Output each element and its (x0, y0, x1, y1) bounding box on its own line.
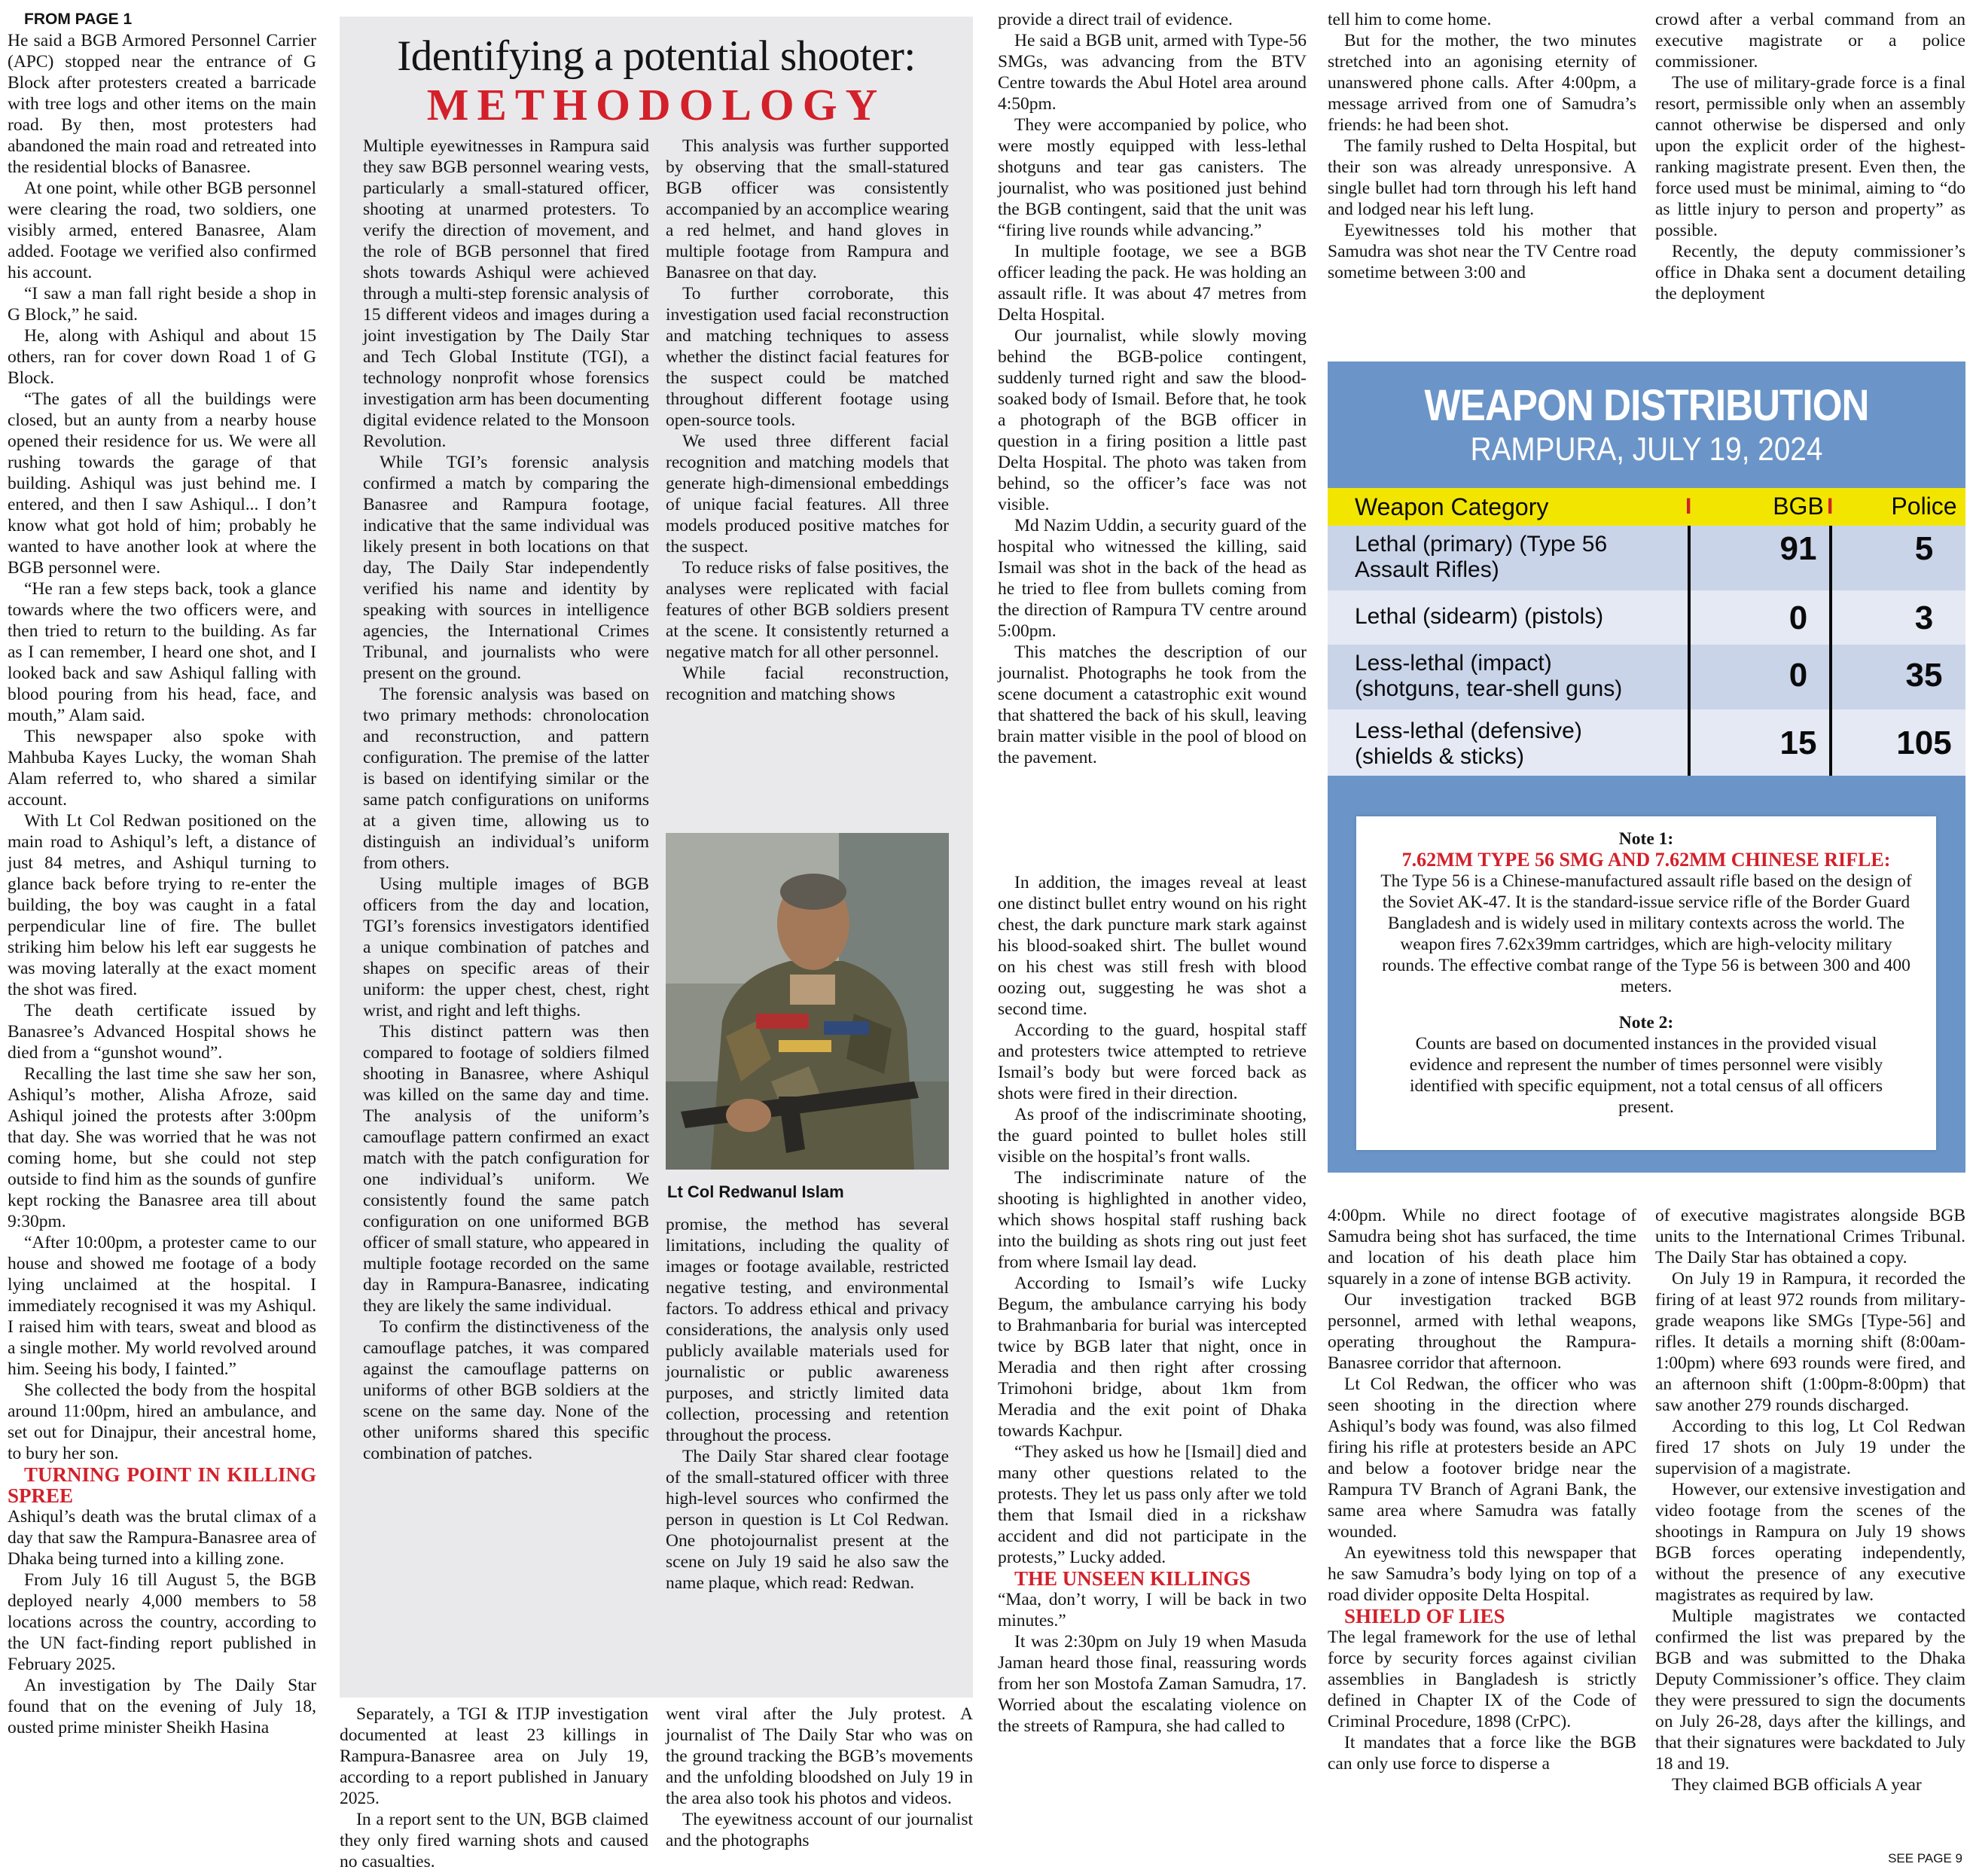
paragraph: While facial reconstruction, recognition and matching shows (666, 663, 949, 704)
paragraph: In multiple footage, we see a BGB officer leading the pack. He was holding an assault rifle. It was about 47 metres from Delta Hospital. (998, 242, 1307, 325)
paragraph: “They asked us how he [Ismail] died and many other questions related to the protests. They let us pass only after we told them that Ismail died in a rickshaw accident and did not participate in the protests,” Lucky added. (998, 1442, 1307, 1567)
notes-box (1356, 816, 1936, 1150)
paragraph: According to this log, Lt Col Redwan fired 17 shots on July 19 under the supervision of a magistrate. (1655, 1417, 1965, 1478)
paragraph: From July 16 till August 5, the BGB deployed nearly 4,000 members to 58 locations across the country, according to the UN fact-finding report published in February 2025. (8, 1570, 316, 1674)
officer-photo (666, 833, 949, 1170)
paragraph: An eyewitness told this newspaper that he saw Samudra’s body lying on top of a road divider opposite Delta Hospital. (1328, 1543, 1636, 1605)
weapon-distribution-card (1328, 361, 1965, 1173)
paragraph: As proof of the indiscriminate shooting, the guard pointed to bullet holes still visible on the hospital’s front walls. (998, 1105, 1307, 1167)
paragraph: On July 19 in Rampura, it recorded the firing of at least 972 rounds from military-grade weapons like SMGs [Type-56] and rifles. It details a morning shift (8:00am-1:00pm) where 693 rounds were fired, and an afternoon shift (1:00pm-8:00pm) that saw another 279 rounds discharged. (1655, 1269, 1965, 1415)
column-2-bottom (340, 1704, 648, 1872)
paragraph: promise, the method has several limitations, including the quality of images or footage available, restricted negative testing, and environmental factors. To address ethical and privacy considerations, the analysis only used publicly available materials used for journalistic or public awareness purposes, and strictly limited data collection, processing and retention throughout the process. (666, 1215, 949, 1445)
paragraph: It mandates that a force like the BGB can only use force to disperse a (1328, 1733, 1636, 1774)
paragraph: This distinct pattern was then compared to footage of soldiers filmed shooting in Banasree, where Ashiqul was killed on the same day and time. The analysis of the uniform’s camouflage pattern confirmed an exact match with the patch configuration for one individual’s uniform. We consistently found the same patch configuration on one uniformed BGB officer of small stature, who appeared in multiple footage recorded on the same day in Rampura-Banasree, indicating they are likely the same individual. (363, 1022, 649, 1316)
kicker: FROM PAGE 1 (24, 11, 133, 28)
paragraph: The family rushed to Delta Hospital, but their son was already unresponsive. A single bullet had torn through his left hand and lodged near his left lung. (1328, 136, 1636, 219)
methodology-right-column-cont (666, 1214, 949, 1594)
bgb-count: 0 (1789, 657, 1808, 694)
paragraph: Recently, the deputy commissioner’s office in Dhaka sent a document detailing the deployment (1655, 242, 1965, 304)
paragraph: According to Ismail’s wife Lucky Begum, the ambulance carrying his body to Brahmanbaria for burial was intercepted twice by BGB later that night, once in Meradia and then right after crossing Trimohoni bridge, about 1km from Meradia and the exit point of Dhaka towards Kachpur. (998, 1274, 1307, 1441)
weapon-card-header (1328, 361, 1965, 488)
paragraph: Ashiqul’s death was the brutal climax of a day that saw the Rampura-Banasree area of Dhaka being turned into a killing zone. (8, 1507, 316, 1569)
paragraph: In a report sent to the UN, BGB claimed they only fired warning shots and caused no casualties. (340, 1810, 648, 1871)
bgb-count: 15 (1779, 724, 1817, 761)
paragraph: This analysis was further supported by observing that the small-statured BGB officer was consistently accompanied by an accomplice wearing a red helmet, and hand gloves in multiple footage from Rampura and Banasree on that day. (666, 136, 949, 282)
weapon-row (1328, 526, 1965, 590)
paragraph: 4:00pm. While no direct footage of Samudra being shot has surfaced, the time and location of his death place him squarely in a zone of intense BGB activity. (1328, 1206, 1636, 1289)
paragraph: According to the guard, hospital staff and protesters twice attempted to retrieve Ismail’s body but were forced back as shots were fired in their direction. (998, 1020, 1307, 1103)
weapon-card-title: WEAPON DISTRIBUTION (1424, 381, 1869, 430)
column-5-bottom (1328, 1205, 1636, 1774)
paragraph: Multiple eyewitnesses in Rampura said they saw BGB personnel wearing vests, particularly a small-statured officer, shooting at unarmed protesters. To verify the direction of movement, and the role of BGB personnel that fired shots towards Ashiqul were achieved through a multi-step forensic analysis of 15 different videos and images during a joint investigation by The Daily Star and Tech Global Institute (TGI), a technology nonprofit whose forensics investigation arm has been documenting digital evidence related to the Monsoon Revolution. (363, 136, 649, 451)
subhead-unseen-killings: THE UNSEEN KILLINGS (1014, 1567, 1251, 1590)
police-count: 5 (1914, 530, 1934, 567)
header-police: Police (1891, 493, 1957, 520)
paragraph: provide a direct trail of evidence. (998, 10, 1233, 29)
column-1 (8, 9, 316, 1738)
paragraph: Our journalist, while slowly moving behind the BGB-police contingent, suddenly turned right and saw the blood-soaked body of Ismail. Before that, he took a photograph of the BGB officer in question in a firing position a little past Delta Hospital. The photo was taken from behind, so the officer’s face was not visible. (998, 326, 1307, 514)
paragraph: The forensic analysis was based on two primary methods: chronolocation and reconstruction, and pattern configuration. The premise of the latter is based on identifying similar or the same patch configurations on uniforms at a given time, allowing us to distinguish an individual’s uniform from others. (363, 685, 649, 873)
paragraph: She collected the body from the hospital around 11:00pm, hired an ambulance, and set out for Dinajpur, their ancestral home, to bury her son. (8, 1380, 316, 1463)
note-2-text: Counts are based on documented instances in the provided visual evidence and represent the number of times personnel were visibly identified with specific equipment, not a total census of all officers present. (1409, 1034, 1883, 1117)
see-page-jump: SEE PAGE 9 (1888, 1851, 1962, 1865)
paragraph: To reduce risks of false positives, the analyses were replicated with facial features of other BGB soldiers present at the scene. It consistently returned a negative match for all other personnel. (666, 558, 949, 662)
weapon-category: Lethal (sidearm) (pistols) (1355, 604, 1604, 629)
police-count: 105 (1896, 724, 1952, 761)
paragraph: They claimed BGB officials A year (1672, 1775, 1922, 1795)
paragraph: An investigation by The Daily Star found that on the evening of July 18, ousted prime minister Sheikh Hasina (8, 1676, 316, 1737)
paragraph: While TGI’s forensic analysis confirmed a match by comparing the Banasree and Rampura footage, indicative that the same individual was likely present in both locations on that day, The Daily Star independently verified his name and identity by speaking with sources in intelligence agencies, the International Crimes Tribunal, and journalists who were present on the ground. (363, 453, 649, 683)
subhead-shield-of-lies: SHIELD OF LIES (1344, 1605, 1505, 1627)
paragraph: We used three different facial recognition and matching models that generate high-dimensional embeddings of unique facial features. All three models produced positive matches for the suspect. (666, 432, 949, 557)
weapon-category: Less-lethal (impact) (shotguns, tear-shell guns) (1355, 651, 1623, 701)
paragraph: “I saw a man fall right beside a shop in G Block,” he said. (8, 284, 316, 325)
column-6-bottom (1655, 1205, 1965, 1795)
paragraph: Eyewitnesses told his mother that Samudra was shot near the TV Centre road sometime between 3:00 and (1328, 221, 1636, 282)
methodology-right-column (666, 136, 949, 705)
weapon-row (1328, 590, 1965, 645)
paragraph: crowd after a verbal command from an executive magistrate or a police commissioner. (1655, 10, 1965, 72)
paragraph: Lt Col Redwan, the officer who was seen shooting in the direction where Ashiqul’s body was found, was also filmed firing his rifle at protesters beside an APC and below a footover bridge near the Rampura TV Branch of Agrani Bank, the same area where Samudra was fatally wounded. (1328, 1374, 1636, 1542)
bgb-count: 91 (1779, 530, 1817, 567)
photo-caption: Lt Col Redwanul Islam (667, 1182, 844, 1201)
paragraph: This matches the description of our journalist. Photographs he took from the scene document a catastrophic exit wound that shattered the back of his skull, leaving brain matter visible in the pool of blood on the pavement. (998, 642, 1307, 767)
paragraph: Separately, a TGI & ITJP investigation documented at least 23 killings in Rampura-Banasree area on July 19, according to a report published in January 2025. (340, 1704, 648, 1808)
paragraph: “Maa, don’t worry, I will be back in two minutes.” (998, 1590, 1307, 1630)
weapon-category: Less-lethal (defensive) (shields & sticks) (1355, 718, 1582, 769)
weapon-row (1328, 645, 1965, 709)
paragraph: In addition, the images reveal at least one distinct bullet entry wound on his right chest, the dark puncture mark stark against his blood-soaked shirt. The bullet wound on his chest was still fresh with blood oozing out, suggesting he was shot a second time. (998, 873, 1307, 1019)
bgb-count: 0 (1789, 599, 1808, 636)
methodology-subtitle: METHODOLOGY (426, 80, 886, 130)
paragraph: The use of military-grade force is a final resort, permissible only when an assembly cannot otherwise be dispersed and only upon the explicit order of the highest-ranking magistrate present. Even then, the force used must be minimal, aiming to “do as little injury to person and property” as possible. (1655, 73, 1965, 240)
column-5-top (1328, 9, 1636, 283)
paragraph: Our investigation tracked BGB personnel, armed with lethal weapons, operating throughout the Rampura-Banasree corridor that afternoon. (1328, 1290, 1636, 1373)
paragraph: Using multiple images of BGB officers from the day and location, TGI’s forensics investigators identified a unique combination of patches and shapes on specific areas of their uniform: the upper chest, chest, right wrist, and right and left thighs. (363, 874, 649, 1020)
weapon-table-header (1328, 488, 1965, 526)
paragraph: went viral after the July protest. A journalist of The Daily Star who was on the ground tracking the BGB’s movements and the unfolding bloodshed on July 19 in the area also took his photos and videos. (666, 1704, 973, 1808)
paragraph: It was 2:30pm on July 19 when Masuda Jaman heard those final, reassuring words from her son Mostofa Zaman Samudra, 17. Worried about the escalating violence on the streets of Rampura, she had called to (998, 1632, 1307, 1736)
header-divider: I (1827, 494, 1834, 519)
column-4 (998, 9, 1307, 768)
header-divider: I (1685, 494, 1692, 519)
column-3-bottom (666, 1704, 973, 1851)
paragraph: tell him to come home. (1328, 10, 1492, 29)
paragraph: But for the mother, the two minutes stretched into an agonising eternity of unanswered phone calls. After 4:00pm, a message arrived from one of Samudra’s friends: he had been shot. (1328, 31, 1636, 135)
police-count: 35 (1905, 657, 1943, 694)
weapon-row (1328, 709, 1965, 776)
column-4-bottom (998, 872, 1307, 1737)
column-divider (1688, 526, 1691, 776)
paragraph: of executive magistrates alongside BGB units to the International Crimes Tribunal. The Daily Star has obtained a copy. (1655, 1206, 1965, 1267)
paragraph: He said a BGB Armored Personnel Carrier (APC) stopped near the entrance of G Block after protesters created a barricade with tree logs and other items on the main road. By then, most protesters had abandoned the main road and retreated into the residential blocks of Banasree. (8, 31, 316, 177)
police-count: 3 (1914, 599, 1934, 636)
paragraph: Md Nazim Uddin, a security guard of the hospital who witnessed the killing, said Ismail was shot in the back of the head as he tried to flee from bullets coming from the direction of Rampura TV centre around 5:00pm. (998, 516, 1307, 641)
paragraph: “He ran a few steps back, took a glance towards where the two officers were, and then tried to return to the building. As far as I can remember, I heard one shot, and I looked back and saw Ashiqul falling with blood pouring from his head, face, and mouth,” Alam said. (8, 579, 316, 725)
paragraph: To further corroborate, this investigation used facial reconstruction and matching techniques to assess whether the distinct facial features for the suspect could be matched throughout different footage using open-source tools. (666, 284, 949, 430)
paragraph: This newspaper also spoke with Mahbuba Kayes Lucky, the woman Shah Alam referred to, who shared a similar account. (8, 727, 316, 810)
methodology-left-column (363, 136, 649, 1464)
paragraph: The death certificate issued by Banasree’s Advanced Hospital shows he died from a “gunshot wound”. (8, 1001, 316, 1063)
note-1-title: 7.62MM TYPE 56 SMG AND 7.62MM CHINESE RIFLE: (1401, 849, 1891, 871)
paragraph: They were accompanied by police, who were mostly equipped with less-lethal shotguns and tear gas canisters. The journalist, who was positioned just behind the BGB contingent, said that the unit was “firing live rounds while advancing.” (998, 115, 1307, 240)
paragraph: “The gates of all the buildings were closed, but an aunty from a nearby house opened their residence for us. We were all rushing towards the garage of that building. Ashiqul was just behind me. I entered, and then I saw Ashiqul... I don’t know what got hold of him; probably he wanted to have another look at where the BGB personnel were. (8, 389, 316, 578)
paragraph: At one point, while other BGB personnel were clearing the road, two soldiers, one visibly armed, entered Banasree, Alam added. Footage we verified also confirmed his account. (8, 178, 316, 282)
paragraph: With Lt Col Redwan positioned on the main road to Ashiqul’s left, a distance of just 84 metres, and Ashiqul turning to glance back before trying to re-enter the building, the boy was caught in a fatal perpendicular line of fire. The bullet striking him below his left ear suggests he was moving laterally at the exact moment the shot was fired. (8, 811, 316, 999)
paragraph: The indiscriminate nature of the shooting is highlighted in another video, which shows hospital staff rushing back into the building as shots ring out just feet from where Ismail lay dead. (998, 1168, 1307, 1272)
paragraph: Recalling the last time she saw her son, Ashiqul’s mother, Alisha Afroze, said Ashiqul joined the protests after 3:00pm that day. She was worried that he was not coming home, but she could not step outside to find him as the sounds of gunfire kept rocking the Banasree area till about 9:30pm. (8, 1064, 316, 1231)
column-divider (1829, 526, 1832, 776)
paragraph: He, along with Ashiqul and about 15 others, ran for cover down Road 1 of G Block. (8, 326, 316, 388)
paragraph: The eyewitness account of our journalist and the photographs (666, 1810, 973, 1850)
paragraph: To confirm the distinctiveness of the camouflage patches, it was compared against the camouflage patterns on uniforms of other BGB soldiers at the scene on the same day. None of the other uniforms shared this specific combination of patches. (363, 1317, 649, 1463)
paragraph: Multiple magistrates we contacted confirmed the list was prepared by the BGB and was submitted to the Dhaka Deputy Commissioner’s office. They claim they were pressured to sign the documents on July 26-28, days after the killings, and that their signatures were backdated to July 18 and 19. (1655, 1606, 1965, 1774)
subhead-turning-point: TURNING POINT IN KILLING SPREE (8, 1463, 316, 1507)
paragraph: The Daily Star shared clear footage of the small-statured officer with three high-level sources who confirmed the person in question is Lt Col Redwan. One photojournalist present at the scene on July 19 said he also saw the name plaque, which read: Redwan. (666, 1447, 949, 1593)
paragraph: However, our extensive investigation and video footage from the scenes of the shootings in Rampura on July 19 shows BGB forces operating independently, without the presence of any executive magistrates as required by law. (1655, 1480, 1965, 1605)
header-bgb: BGB (1773, 493, 1824, 520)
paragraph: “After 10:00pm, a protester came to our house and showed me footage of a body lying unclaimed at the hospital. I immediately recognised it was my Ashiqul. I raised him with tears, sweat and blood as a single mother. My world revolved around him. Seeing his body, I fainted.” (8, 1233, 316, 1379)
weapon-card-subtitle: RAMPURA, JULY 19, 2024 (1470, 431, 1823, 468)
header-weapon-category: Weapon Category (1355, 493, 1549, 520)
column-6-top (1655, 9, 1965, 304)
weapon-category: Lethal (primary) (Type 56 Assault Rifles) (1355, 532, 1608, 582)
note-1-text: The Type 56 is a Chinese-manufactured assault rifle based on the design of the Soviet AK-47. It is the standard-issue service rifle of the Border Guard Bangladesh and is widely used in military contexts across the world. The weapon fires 7.62x39mm cartridges, which are high-velocity military rounds. The effective combat range of the Type 56 is between 300 and 400 meters. (1380, 871, 1912, 996)
paragraph: He said a BGB unit, armed with Type-56 SMGs, was advancing from the BTV Centre towards the Abul Hotel area around 4:50pm. (998, 31, 1307, 114)
note-2-label: Note 2: (1618, 1013, 1674, 1033)
paragraph: The legal framework for the use of lethal force by security forces against civilian assemblies in Bangladesh is strictly defined in Chapter IX of the Code of Criminal Procedure, 1898 (CrPC). (1328, 1627, 1636, 1731)
methodology-title: Identifying a potential shooter: (397, 32, 916, 80)
note-1-label: Note 1: (1618, 829, 1674, 849)
